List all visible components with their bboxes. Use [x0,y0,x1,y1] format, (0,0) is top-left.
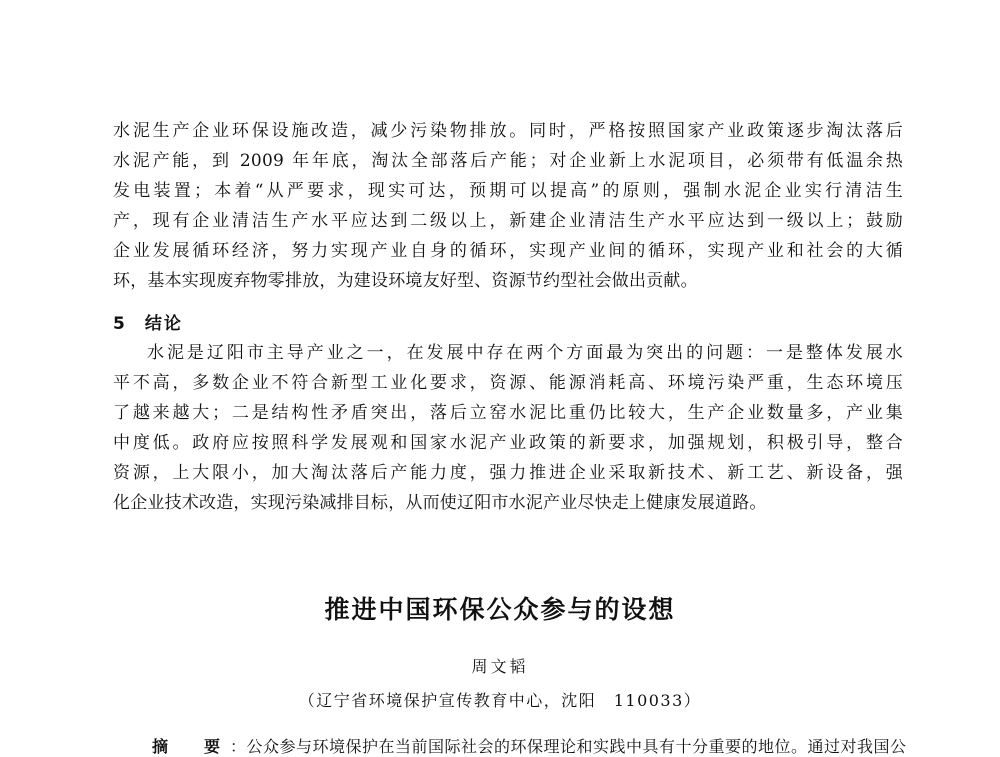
article-title: 推进中国环保公众参与的设想 [324,595,676,624]
paragraph-line: 水泥生产企业环保设施改造，减少污染物排放。同时，严格按照国家产业政策逐步淘汰落后 [113,121,903,141]
abstract-text: ：公众参与环境保护在当前国际社会的环保理论和实践中具有十分重要的地位。通过对我国公 [230,737,907,756]
conclusion-line: 水泥是辽阳市主导产业之一，在发展中存在两个方面最为突出的问题：一是整体发展水 [147,343,903,363]
conclusion-line: 平不高，多数企业不符合新型工业化要求，资源、能源消耗高、环境污染严重，生态环境压 [113,373,903,393]
paragraph-line: 环，基本实现废弃物零排放，为建设环境友好型、资源节约型社会做出贡献。 [113,271,698,291]
section-number: 5 [113,314,127,334]
abstract-label: 摘 要 [152,737,231,756]
paragraph-line: 企业发展循环经济，努力实现产业自身的循环，实现产业间的循环，实现产业和社会的大循 [113,241,903,261]
paragraph-line: 发电装置；本着“从严要求，现实可达，预期可以提高”的原则，强制水泥企业实行清洁生 [113,181,903,201]
paragraph-line: 水泥产能，到 2009 年年底，淘汰全部落后产能；对企业新上水泥项目，必须带有低温余热 [113,151,903,171]
conclusion-line: 中度低。政府应按照科学发展观和国家水泥产业政策的新要求，加强规划，积极引导，整合 [113,433,903,453]
conclusion-line: 资源，上大限小，加大淘汰落后产能力度，强力推进企业采取新技术、新工艺、新设备，强 [113,463,903,483]
conclusion-line: 化企业技术改造，实现污染减排目标，从而使辽阳市水泥产业尽快走上健康发展道路。 [113,493,767,513]
section-heading [113,310,183,338]
author-name: 周文韬 [471,657,529,676]
paragraph-line: 产，现有企业清洁生产水平应达到二级以上，新建企业清洁生产水平应达到一级以上；鼓励 [113,211,903,231]
section-title: 结论 [144,314,183,334]
author-affiliation: （辽宁省环境保护宣传教育中心，沈阳 110033） [298,691,702,710]
conclusion-line: 了越来越大；二是结构性矛盾突出，落后立窑水泥比重仍比较大，生产企业数量多，产业集 [113,403,903,423]
